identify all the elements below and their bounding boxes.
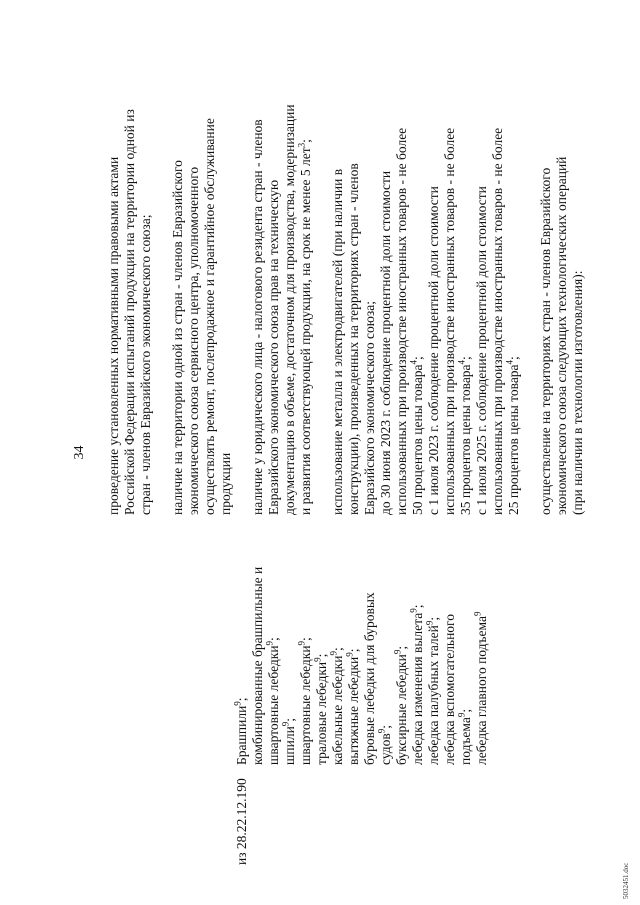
requirement-line bbox=[122, 10, 138, 515]
requirement-line-text: проведение установленных нормативными правовыми актами bbox=[106, 156, 121, 515]
requirement-line-text: 50 процентов цены товара bbox=[410, 364, 425, 515]
product-name-line-text: Брашпили bbox=[234, 705, 249, 765]
product-name-line-text: судов bbox=[378, 733, 393, 765]
product-name-line-text: буровые лебедки для буровых bbox=[362, 592, 377, 765]
page-number: 34 bbox=[72, 445, 87, 460]
product-name-line-text: траловые лебедки bbox=[314, 661, 329, 765]
requirement-line-text: (при наличии в технологии изготовления): bbox=[570, 270, 585, 515]
product-name-line bbox=[394, 515, 410, 765]
product-name-line-text: вытяжные лебедки bbox=[346, 656, 361, 765]
requirement-line bbox=[442, 10, 458, 515]
product-name-line-punct: ; bbox=[426, 616, 441, 621]
requirement-line bbox=[138, 10, 154, 515]
requirement-line-text: Российской Федерации испытаний продукции на территории одной из bbox=[122, 109, 137, 515]
requirement-line-text: наличие на территории одной из стран - членов Евразийского bbox=[170, 160, 185, 515]
requirement-line bbox=[330, 10, 346, 515]
footnote-marker: 4 bbox=[408, 359, 419, 365]
requirement-line-punct: ; bbox=[410, 356, 425, 360]
requirement-line-text: продукции bbox=[218, 452, 233, 515]
product-name-line-text: швартовные лебедки bbox=[298, 645, 313, 765]
footnote-marker: 9 bbox=[328, 651, 339, 656]
requirement-paragraph bbox=[250, 10, 314, 515]
requirement-line-text: Евразийского экономического союза прав на техническую bbox=[266, 179, 281, 515]
requirement-paragraph bbox=[330, 10, 522, 515]
requirement-paragraph bbox=[106, 10, 154, 515]
requirement-line-text: осуществлять ремонт, послепродажное и гарантийное обслуживание bbox=[202, 118, 217, 515]
product-name-line bbox=[330, 515, 346, 765]
requirement-line-punct: ; bbox=[506, 356, 521, 360]
product-name-line bbox=[266, 515, 282, 765]
product-name-line bbox=[426, 515, 442, 765]
requirement-line-text: стран - членов Евразийского экономического союза; bbox=[138, 214, 153, 515]
product-name-line bbox=[314, 515, 330, 765]
product-name-line-punct: ; bbox=[346, 648, 361, 653]
requirement-line bbox=[474, 10, 490, 515]
product-name-line-punct: ; bbox=[266, 637, 281, 641]
product-name-line-punct: ; bbox=[410, 604, 425, 609]
footnote-marker: 9 bbox=[424, 620, 435, 626]
product-name-line bbox=[346, 515, 362, 765]
requirement-paragraph bbox=[538, 10, 586, 515]
requirements-column bbox=[106, 10, 602, 515]
footnote-marker: 9 bbox=[232, 701, 243, 706]
product-name-line-punct: ; bbox=[234, 697, 249, 702]
product-name-line bbox=[378, 515, 394, 765]
footnote-marker: 4 bbox=[456, 359, 467, 365]
product-name-line-text: лебедка палубных талей bbox=[426, 625, 441, 765]
product-name-line-punct: ; bbox=[298, 637, 313, 641]
requirement-line-text: использованных при производстве иностранных товаров - не более bbox=[490, 127, 505, 515]
requirement-paragraph bbox=[170, 10, 234, 515]
requirement-line bbox=[378, 10, 394, 515]
product-name-line bbox=[234, 515, 250, 765]
product-name-line-punct: ; bbox=[314, 653, 329, 658]
requirement-line bbox=[218, 10, 234, 515]
footnote-marker: 9 bbox=[392, 649, 403, 655]
footnote-marker: 9 bbox=[280, 721, 291, 727]
requirement-line-punct: ; bbox=[458, 356, 473, 360]
footnote-marker: 4 bbox=[504, 359, 515, 365]
product-code: из 28.22.12.190 bbox=[234, 778, 249, 865]
product-name-line-text: шпили bbox=[282, 726, 297, 765]
requirement-line bbox=[394, 10, 410, 515]
product-name-line-text: швартовные лебедки bbox=[266, 645, 281, 765]
product-name-line-text: буксирные лебедки bbox=[394, 654, 409, 765]
requirement-line-text: с 1 июля 2025 г. соблюдение процентной доли стоимости bbox=[474, 186, 489, 515]
requirement-line-text: с 1 июля 2023 г. соблюдение процентной доли стоимости bbox=[426, 186, 441, 515]
requirement-line-text: экономического союза сервисного центра, уполномоченного bbox=[186, 166, 201, 515]
product-name-line-punct: ; bbox=[458, 708, 473, 713]
requirement-line bbox=[426, 10, 442, 515]
product-name-line bbox=[362, 515, 378, 765]
requirement-line bbox=[554, 10, 570, 515]
requirement-line bbox=[570, 10, 586, 515]
requirement-line bbox=[186, 10, 202, 515]
requirement-line bbox=[250, 10, 266, 515]
footer-file-reference: 5032451.doc bbox=[622, 862, 630, 899]
requirement-line-text: использованных при производстве иностранных товаров - не более bbox=[394, 127, 409, 515]
product-name-line-text: кабельные лебедки bbox=[330, 655, 345, 765]
product-name-line bbox=[410, 515, 426, 765]
product-name-line bbox=[442, 515, 458, 765]
product-name-line bbox=[298, 515, 314, 765]
requirement-line-text: Евразийского экономического союза; bbox=[362, 301, 377, 515]
requirement-line bbox=[106, 10, 122, 515]
product-names-column bbox=[234, 515, 490, 765]
footnote-marker: 3 bbox=[296, 142, 307, 148]
product-name-line-text: лебедка вспомогательного bbox=[442, 613, 457, 765]
requirement-line-text: экономического союза следующих технологических операций bbox=[554, 156, 569, 515]
product-name-line-punct: ; bbox=[282, 717, 297, 722]
requirement-line bbox=[346, 10, 362, 515]
requirement-line bbox=[266, 10, 282, 515]
requirement-line-text: наличие у юридического лица - налогового резидента стран - членов bbox=[250, 119, 265, 515]
requirement-line-text: документацию в объеме, достаточном для производства, модернизации bbox=[282, 104, 297, 515]
requirement-line-text: 25 процентов цены товара bbox=[506, 364, 521, 515]
requirement-line bbox=[410, 10, 426, 515]
requirement-line bbox=[458, 10, 474, 515]
product-name-line-text: лебедка главного подъема bbox=[474, 616, 489, 765]
requirement-line-text: конструкции), произведенных на территориях стран - членов bbox=[346, 163, 361, 515]
product-name-line-punct: ; bbox=[394, 645, 409, 650]
requirement-line bbox=[538, 10, 554, 515]
footnote-marker: 9 bbox=[296, 640, 307, 646]
product-name-line bbox=[474, 515, 490, 765]
footnote-marker: 9 bbox=[472, 611, 483, 617]
requirement-line bbox=[202, 10, 218, 515]
requirement-line bbox=[170, 10, 186, 515]
requirement-line bbox=[282, 10, 298, 515]
requirement-line-text: осуществление на территориях стран - членов Евразийского bbox=[538, 167, 553, 515]
product-name-line-text: лебедка изменения вылета bbox=[410, 612, 425, 765]
requirement-line-text: и развития соответствующей продукции, на срок не менее 5 лет bbox=[298, 147, 313, 515]
requirement-line-text: до 30 июня 2023 г. соблюдение процентной доли стоимости bbox=[378, 170, 393, 515]
footnote-marker: 9 bbox=[312, 657, 323, 662]
footnote-marker: 9 bbox=[456, 712, 467, 718]
product-name-line-text: подъема bbox=[458, 717, 473, 765]
requirement-line-text: 35 процентов цены товара bbox=[458, 364, 473, 515]
product-name-line-punct: ; bbox=[330, 647, 345, 652]
requirement-line bbox=[298, 10, 314, 515]
product-name-line bbox=[458, 515, 474, 765]
requirement-line bbox=[490, 10, 506, 515]
footnote-marker: 9 bbox=[264, 640, 275, 646]
requirement-line-punct: ; bbox=[298, 139, 313, 143]
footnote-marker: 9 bbox=[408, 608, 419, 613]
requirement-line-text: использование металла и электродвигателей (при наличии в bbox=[330, 168, 345, 515]
product-name-line-punct: ; bbox=[378, 725, 393, 729]
footnote-marker: 9 bbox=[344, 652, 355, 657]
requirement-line-text: использованных при производстве иностранных товаров - не более bbox=[442, 127, 457, 515]
requirement-line bbox=[506, 10, 522, 515]
product-name-line-text: комбинированные брашпильные и bbox=[250, 566, 265, 765]
requirement-line bbox=[362, 10, 378, 515]
footnote-marker: 9 bbox=[376, 728, 387, 734]
